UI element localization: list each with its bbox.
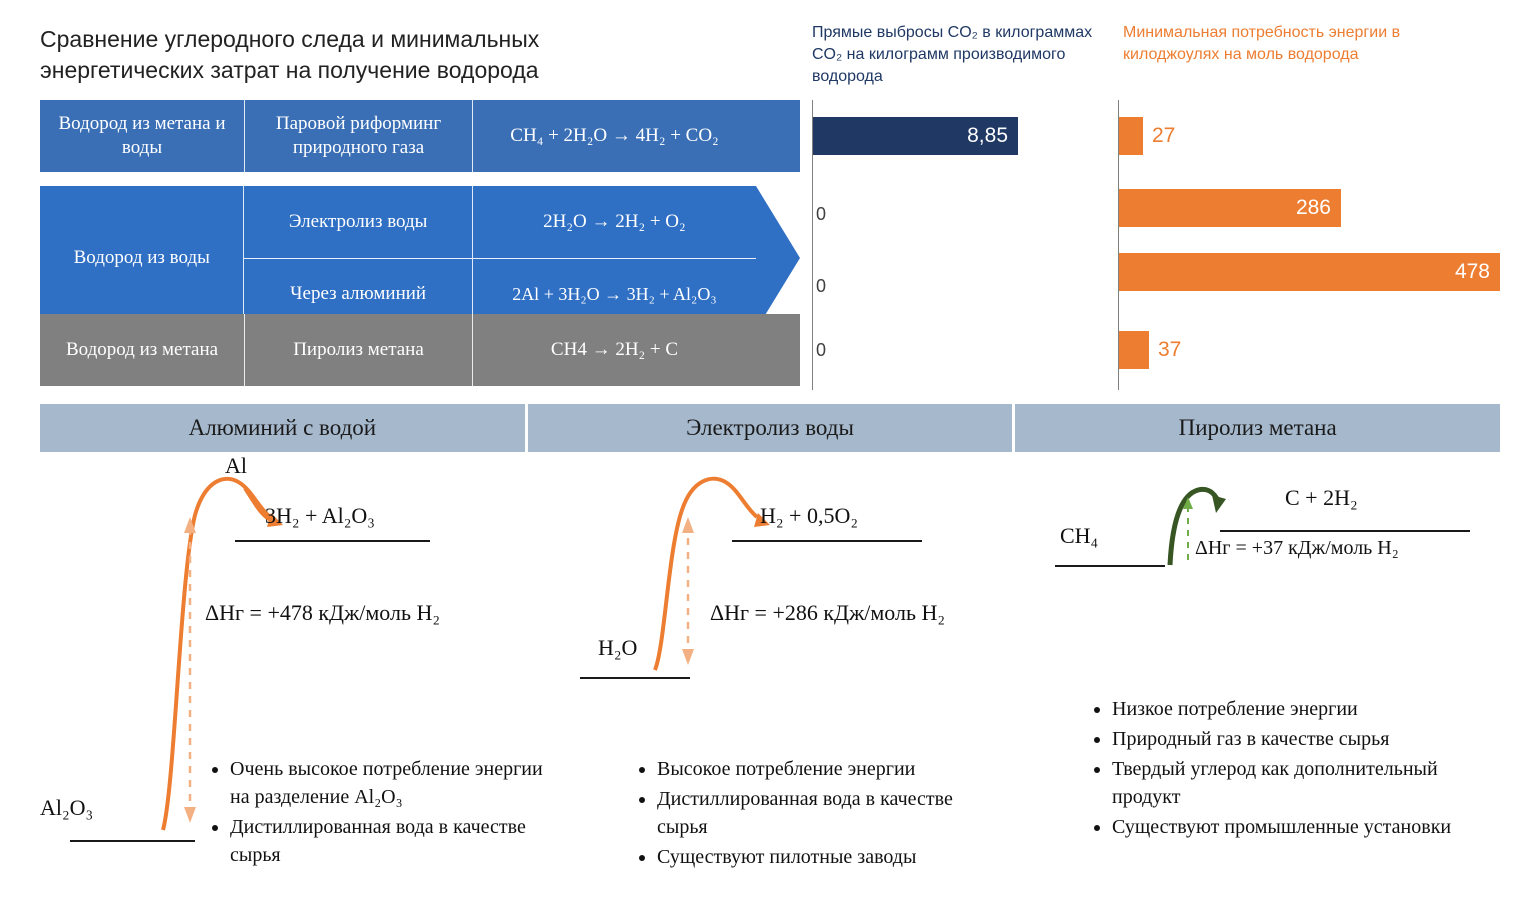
- co2-bar-value: 0: [816, 276, 827, 296]
- energy-chart-header: Минимальная потребность энергии в килоджоулях на моль водорода: [1123, 24, 1401, 63]
- electrolysis-enthalpy-label: ΔHг = +286 кДж/моль H₂: [710, 600, 946, 625]
- row-method-label: Электролиз воды: [288, 210, 428, 232]
- pyrolysis-product-label: C + 2H₂: [1285, 485, 1358, 510]
- energy-bar-value: 37: [1158, 338, 1182, 361]
- energy-bar-value: 27: [1152, 124, 1176, 147]
- list-item: • Высокое потребление энергии: [657, 755, 995, 783]
- row-source-label: Водород из метана: [65, 339, 219, 360]
- co2-bar-chart: [800, 100, 1110, 390]
- process-row-steam-reforming: [0, 100, 800, 172]
- electrolysis-product-label: H₂ + 0,5O₂: [760, 503, 859, 528]
- pyrolysis-start-label: CH₄: [1060, 523, 1099, 548]
- energy-bar-steam-reforming: [1119, 117, 1143, 155]
- aluminium-product-label: 3H₂ + Al₂O₃: [265, 503, 375, 528]
- electrolysis-bullets: [635, 755, 995, 873]
- list-item: • Существуют пилотные заводы: [657, 843, 995, 871]
- energy-diagram-aluminium: [40, 455, 560, 905]
- energy-diagram-pyrolysis: [1040, 455, 1520, 905]
- row-source-label: Водород из воды: [73, 247, 210, 268]
- arrow-tip: [756, 314, 800, 386]
- list-item: • Существуют промышленные установки: [1112, 813, 1510, 841]
- row-method-label: Через алюминий: [244, 258, 471, 331]
- aluminium-enthalpy-label: ΔHг = +478 кДж/моль H₂: [205, 600, 441, 625]
- co2-bar-value: 0: [816, 204, 827, 224]
- arrow-tip: [756, 100, 800, 172]
- list-item: • Природный газ в качестве сырья: [1112, 725, 1510, 753]
- list-item: • Дистиллированная вода в качестве сырья: [230, 813, 558, 869]
- energy-bar-value: 286: [1295, 196, 1331, 219]
- aluminium-start-level: [70, 840, 195, 842]
- page-title: Сравнение углеродного следа и минимальных энергетических затрат на получение водорода: [40, 26, 540, 83]
- process-row-water: [0, 186, 800, 330]
- energy-bar-pyrolysis: [1119, 331, 1149, 369]
- band-item-electrolysis: Электролиз воды: [525, 404, 1013, 452]
- co2-bar-value: 0: [816, 340, 827, 360]
- process-row-pyrolysis: [0, 314, 800, 386]
- aluminium-peak-label: Al: [225, 453, 247, 478]
- pyrolysis-enthalpy-label: ΔHг = +37 кДж/моль H₂: [1195, 537, 1399, 559]
- energy-diagram-electrolysis: [560, 455, 1030, 905]
- aluminium-start-label: Al₂O₃: [40, 795, 94, 820]
- energy-bar-chart: [1110, 100, 1530, 390]
- pyrolysis-start-level: [1055, 565, 1165, 567]
- list-item: • Низкое потребление энергии: [1112, 695, 1510, 723]
- arrow-tip: [756, 186, 800, 330]
- band-item-aluminium: Алюминий с водой: [188, 415, 377, 440]
- row-equation-label: CH₄ + 2H₂O → 4H₂ + CO₂: [472, 100, 756, 172]
- energy-bar-value: 478: [1454, 260, 1490, 283]
- aluminium-product-level: [235, 540, 430, 542]
- row-method-label: Паровой риформинг природного газа: [244, 100, 472, 172]
- band-item-pyrolysis: Пиролиз метана: [1012, 404, 1500, 452]
- section-band: [40, 404, 1500, 452]
- list-item: • Дистиллированная вода в качестве сырья: [657, 785, 995, 841]
- pyrolysis-product-level: [1220, 530, 1470, 532]
- co2-bar-value: 8,85: [967, 124, 1008, 147]
- aluminium-bullets: [208, 755, 558, 871]
- row-equation-label: 2Al + 3H₂O → 3H₂ + Al₂O₃: [473, 258, 756, 331]
- list-item: • Твердый углерод как дополнительный продукт: [1112, 755, 1510, 811]
- electrolysis-start-label: H₂O: [598, 635, 638, 660]
- electrolysis-product-level: [732, 540, 922, 542]
- row-method-label: Пиролиз метана: [244, 314, 472, 386]
- row-equation-label: CH4 → 2H₂ + C: [472, 314, 756, 386]
- list-item: • Очень высокое потребление энергии на разделение Al₂O₃: [230, 755, 558, 811]
- row-equation-label: 2H₂O → 2H₂ + O₂: [543, 210, 686, 232]
- co2-chart-header: Прямые выбросы CO₂ в килограммах CO₂ на килограмм производимого водорода: [812, 24, 1093, 85]
- pyrolysis-bullets: [1090, 695, 1510, 843]
- row-source-label: Водород из метана и воды: [58, 113, 226, 158]
- electrolysis-start-level: [580, 677, 690, 679]
